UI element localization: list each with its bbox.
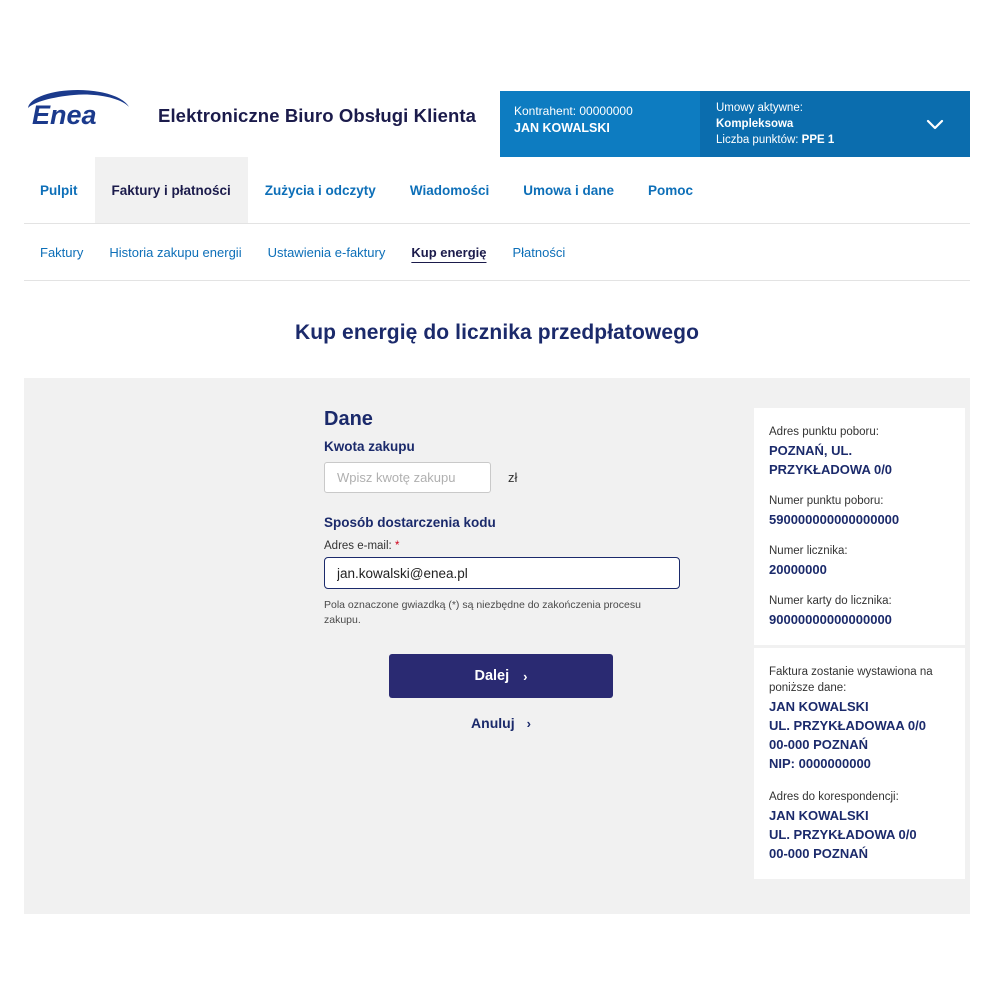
delivery-point-panel (754, 408, 965, 645)
invoice-label: Faktura zostanie wystawiona na poniższe dane: (769, 666, 933, 694)
contracts-label: Umowy aktywne: (716, 102, 803, 114)
point-number-label: Numer punktu poboru: (769, 495, 884, 507)
subnav-item-faktury[interactable] (24, 245, 96, 260)
points-value: PPE 1 (801, 134, 835, 146)
invoice-details-panel (754, 648, 965, 879)
subnav-item-historia-zakupu-energii[interactable] (96, 245, 254, 260)
account-contracts (700, 91, 970, 157)
correspondence-name: JAN KOWALSKI (769, 808, 869, 823)
subnav-item-kup-energie[interactable] (398, 245, 499, 260)
meter-number-label: Numer licznika: (769, 545, 848, 557)
subnav-label: Faktury (40, 244, 84, 260)
chevron-right-icon: › (526, 715, 531, 731)
subnav-item-ustawienia-e-faktury[interactable] (255, 245, 399, 260)
account-contractor (500, 91, 700, 157)
email-label (324, 540, 704, 552)
main-nav-list (24, 157, 970, 223)
amount-input[interactable] (324, 462, 491, 493)
contracts-value: Kompleksowa (716, 118, 794, 130)
email-label-text: Adres e-mail: (324, 540, 392, 552)
page-heading: Kup energię do licznika przedpłatowego (294, 320, 700, 344)
delivery-method-label: Sposób dostarczenia kodu (324, 515, 496, 530)
required-mark: * (394, 540, 400, 552)
form-heading: Dane (324, 408, 373, 430)
purchase-form (324, 408, 704, 732)
correspondence-street: UL. PRZYKŁADOWA 0/0 (769, 827, 917, 842)
customer-name: JAN KOWALSKI (514, 121, 610, 135)
email-field[interactable] (324, 557, 680, 589)
cancel-button-label: Anuluj (471, 715, 515, 731)
contractor-number: Kontrahent: 00000000 (514, 104, 633, 118)
nav-label: Faktury i płatności (111, 182, 231, 198)
subnav-label: Ustawienia e-faktury (267, 244, 386, 260)
nav-item-zuzycia-i-odczyty[interactable] (248, 157, 393, 223)
correspondence-city: 00-000 POZNAŃ (769, 846, 868, 861)
next-button[interactable] (389, 654, 613, 698)
address-value: POZNAŃ, UL. PRZYKŁADOWA 0/0 (769, 443, 893, 477)
nav-label: Pomoc (648, 182, 694, 198)
svg-text:Enea: Enea (32, 100, 97, 128)
invoice-city: 00-000 POZNAŃ (769, 737, 868, 752)
next-button-label: Dalej (474, 668, 510, 684)
account-summary[interactable] (500, 91, 970, 157)
nav-label: Pulpit (40, 182, 78, 198)
chevron-right-icon: › (523, 668, 528, 684)
sub-navigation (24, 224, 970, 281)
nav-item-faktury-i-platnosci[interactable] (95, 157, 248, 223)
nav-label: Wiadomości (409, 182, 490, 198)
required-fields-hint: Pola oznaczone gwiazdką (*) są niezbędne do zakończenia procesu zakupu. (324, 599, 641, 626)
correspondence-label: Adres do korespondencji: (769, 791, 899, 803)
amount-label: Kwota zakupu (324, 439, 415, 454)
nav-item-umowa-i-dane[interactable] (506, 157, 631, 223)
nav-item-pulpit[interactable] (24, 157, 95, 223)
subnav-label: Płatności (512, 244, 566, 260)
main-navigation (24, 157, 970, 224)
address-label: Adres punktu poboru: (769, 426, 879, 438)
amount-row (324, 462, 704, 493)
nav-label: Umowa i dane (523, 182, 615, 198)
sub-nav-list (24, 224, 970, 280)
nav-item-pomoc[interactable] (631, 157, 710, 223)
nav-label: Zużycia i odczyty (264, 182, 376, 198)
invoice-street: UL. PRZYKŁADOWAA 0/0 (769, 718, 926, 733)
meter-card-label: Numer karty do licznika: (769, 595, 892, 607)
subnav-label: Historia zakupu energii (109, 244, 242, 260)
point-number-value: 590000000000000000 (769, 512, 900, 527)
page-title: Elektroniczne Biuro Obsługi Klienta (158, 105, 477, 126)
points-label: Liczba punktów: (716, 134, 799, 146)
cancel-button[interactable] (389, 714, 613, 732)
meter-card-value: 90000000000000000 (769, 612, 892, 627)
chevron-down-icon[interactable] (924, 113, 946, 135)
meter-number-value: 20000000 (769, 562, 827, 577)
correspondence-address-block (769, 806, 949, 863)
invoice-name: JAN KOWALSKI (769, 699, 869, 714)
subnav-label: Kup energię (411, 244, 487, 260)
currency-label: zł (508, 470, 518, 485)
invoice-nip: NIP: 0000000000 (769, 756, 871, 771)
page-title-card (24, 297, 970, 368)
subnav-item-platnosci[interactable] (499, 245, 578, 260)
enea-logo[interactable] (24, 86, 132, 128)
nav-item-wiadomosci[interactable] (393, 157, 506, 223)
invoice-address-block (769, 697, 949, 773)
